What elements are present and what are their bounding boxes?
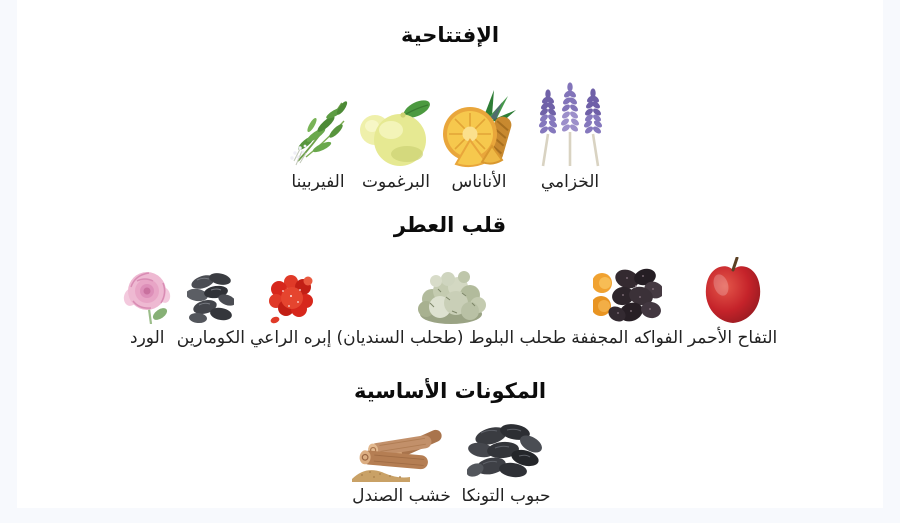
ingredient-row-base-notes — [17, 420, 883, 508]
ingredient-item-bergamot — [360, 78, 432, 194]
content-card — [17, 0, 883, 508]
sandalwood-image — [350, 420, 454, 482]
ingredient-label: خشب الصندل — [352, 486, 451, 506]
oakmoss-image — [412, 256, 490, 324]
ingredient-item-coumarin — [177, 256, 245, 350]
section-title-base-notes: المكونات الأساسية — [353, 379, 547, 403]
ingredient-row-heart-notes — [17, 256, 883, 350]
red-apple-image — [700, 256, 766, 324]
ingredient-label: الفيربينا — [291, 172, 345, 192]
ingredient-item-rose — [123, 256, 172, 350]
ingredient-item-oakmoss — [336, 256, 566, 350]
ingredient-label: الخزامي — [540, 172, 600, 192]
ingredient-label: إبره الراعي — [250, 328, 332, 348]
verbena-image — [286, 78, 350, 168]
ingredient-label: الورد — [130, 328, 165, 348]
coumarin-image — [187, 256, 234, 324]
ingredient-item-verbena — [286, 78, 350, 194]
ingredient-item-pineapple — [442, 78, 516, 194]
ingredient-item-red-apple — [688, 256, 777, 350]
section-title-heart-notes: قلب العطر — [393, 213, 507, 237]
ingredient-label: حبوب التونكا — [461, 486, 551, 506]
ingredient-label: التفاح الأحمر — [687, 328, 778, 348]
rose-image — [123, 256, 172, 324]
tonka-beans-image — [467, 420, 545, 482]
ingredient-item-lavender — [526, 78, 614, 194]
ingredient-label: البرغموت — [362, 172, 430, 192]
ingredient-label: الكومارين — [176, 328, 245, 348]
ingredient-item-sandalwood — [350, 420, 454, 508]
bergamot-image — [360, 78, 432, 168]
ingredient-label: الفواكه المجففة — [571, 328, 683, 348]
ingredient-item-geranium — [250, 256, 331, 350]
pineapple-image — [442, 78, 516, 168]
dried-fruits-image — [593, 256, 662, 324]
lavender-image — [526, 78, 614, 168]
ingredient-item-tonka-beans — [462, 420, 551, 508]
geranium-image — [267, 256, 315, 324]
section-title-top-notes: الإفتتاحية — [400, 23, 500, 47]
ingredient-item-dried-fruits — [571, 256, 683, 350]
ingredient-row-top-notes — [17, 78, 883, 194]
ingredient-label: طحلب البلوط (طحلب السنديان) — [336, 328, 567, 348]
ingredient-label: الأناناس — [451, 172, 507, 192]
